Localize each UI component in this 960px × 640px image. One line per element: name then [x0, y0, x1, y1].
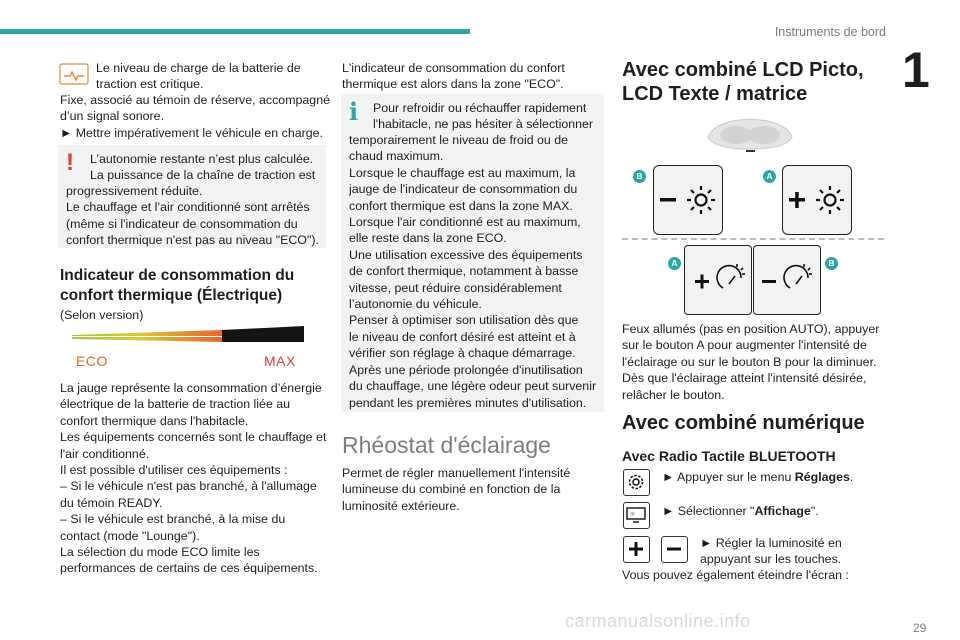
info-line: l’autonomie du véhicule. — [349, 297, 482, 312]
info-line: pendant les premières minutes d'utilisation. — [349, 395, 587, 410]
body-line: Il est possible d'utiliser ces équipements : — [60, 463, 288, 478]
step2-bold: Affichage — [754, 504, 811, 518]
body-line: contact (mode "Lounge"). — [60, 528, 200, 543]
badge-b: B — [825, 257, 838, 270]
header-accent-bar — [0, 29, 470, 34]
page-number: 29 — [913, 621, 927, 635]
battery-text-1: Le niveau de charge de la batterie de — [96, 61, 301, 75]
info-line: Lorsque l'air conditionné est au maximum, — [349, 215, 581, 230]
step3-line: appuyant sur les touches. — [700, 552, 842, 567]
display-icon[interactable] — [623, 502, 650, 529]
col2-line: thermique est alors dans la zone "ECO". — [342, 77, 564, 92]
badge-a: A — [668, 257, 681, 270]
increase-brightness-button[interactable] — [782, 165, 852, 235]
svg-text:☼: ☼ — [630, 511, 636, 518]
warn-line: La puissance de la chaîne de traction est — [90, 168, 316, 183]
body-line: électrique de la batterie de traction liée au — [60, 397, 291, 412]
info-line: Pour refroidir ou réchauffer rapidement — [373, 101, 587, 115]
dashed-divider — [622, 238, 884, 242]
info-line: confort thermique est dans la zone MAX. — [349, 198, 573, 213]
warning-note — [58, 145, 326, 248]
info-line: chaud maximum. — [349, 149, 444, 164]
lcd-line: relâcher le bouton. — [622, 387, 725, 402]
fixed-text-3: ► Mettre impérativement le véhicule en charge. — [60, 125, 323, 140]
info-icon: i — [349, 97, 359, 126]
screen-off-line: Vous pouvez également éteindre l'écran : — [622, 568, 849, 582]
body-line: l'air conditionné. — [60, 446, 150, 461]
info-line: Lorsque le chauffage est au maximum, la — [349, 165, 576, 180]
warn-line: (même si l'indicateur de consommation du — [66, 216, 298, 231]
rheostat-line: Permet de régler manuellement l'intensité — [342, 466, 571, 480]
plus-icon — [789, 192, 805, 208]
step-2 — [662, 503, 819, 519]
plus-icon[interactable] — [623, 536, 650, 563]
info-line: vitesse, peut réduire considérablement — [349, 280, 562, 295]
minus-icon[interactable] — [661, 536, 688, 563]
lcd-title-1: Avec combiné LCD Picto, — [622, 59, 864, 81]
watermark: carmanualsonline.info — [565, 611, 751, 631]
info-line: Une utilisation excessive des équipements — [349, 247, 583, 262]
body-line: La jauge représente la consommation d’énergie — [60, 381, 322, 395]
step-1 — [662, 469, 853, 485]
minus-icon — [762, 280, 776, 283]
warn-line: confort thermique n'est pas au niveau "ECO"). — [66, 233, 319, 248]
info-line: Penser à optimiser son utilisation dès que — [349, 313, 579, 328]
comfort-gauge — [72, 326, 304, 348]
rheostat-line: luminosité extérieure. — [342, 498, 460, 513]
rheostat-title: Rhéostat d'éclairage — [342, 432, 551, 458]
col2-line: L'indicateur de consommation du confort — [342, 61, 565, 75]
step3-line: ► Régler la luminosité en — [700, 536, 842, 550]
chapter-number: 1 — [902, 42, 930, 98]
minus-icon — [660, 198, 676, 202]
info-line: de confort thermique, notamment à basse — [349, 264, 579, 279]
indicator-title-1: Indicateur de consommation du — [60, 267, 295, 284]
lcd-line: l'éclairage ou sur le bouton B pour la diminuer. — [622, 354, 877, 369]
decrease-brightness-button[interactable] — [653, 165, 723, 235]
plus-icon — [695, 275, 709, 289]
step1-bold: Réglages — [794, 470, 850, 484]
body-line: – Si le véhicule est branché, à la mise du — [60, 512, 286, 527]
badge-a: A — [763, 170, 776, 183]
lcd-line: Feux allumés (pas en position AUTO), appuyer — [622, 322, 880, 336]
instrument-panel-illustration — [700, 115, 800, 155]
increase-brightness-button-2[interactable] — [684, 245, 752, 315]
gauge-max-label: MAX — [264, 353, 296, 369]
badge-b: B — [633, 170, 646, 183]
info-line: Après une période prolongée d'inutilisation — [349, 362, 583, 377]
gauge-eco-label: ECO — [76, 353, 108, 369]
indicator-title-2: confort thermique (Électrique) — [60, 287, 283, 304]
step2-prefix: ► Sélectionner " — [662, 504, 755, 518]
body-line: Les équipements concernés sont le chauffage et — [60, 430, 327, 445]
info-line: temporairement le niveau de froid ou de — [349, 133, 569, 147]
warn-line: Le chauffage et l’air conditionné sont arrêtés — [66, 200, 310, 215]
body-line: – Si le véhicule n'est pas branché, à l'allumage — [60, 479, 317, 494]
version-note: (Selon version) — [60, 308, 144, 322]
fixed-text-1: Fixe, associé au témoin de réserve, accompagné — [60, 93, 330, 107]
brightness-icon — [816, 186, 844, 214]
settings-gear-icon[interactable] — [623, 469, 650, 496]
info-line: l'habitacle, ne pas hésiter à sélectionner — [373, 117, 594, 132]
warn-line: L’autonomie restante n’est plus calculée. — [90, 152, 314, 166]
brightness-icon — [687, 186, 715, 214]
section-title: Instruments de bord — [774, 25, 886, 39]
info-line: le niveau de confort désiré est atteint et à — [349, 329, 576, 344]
info-line: du chauffage, une légère odeur peut survenir — [349, 379, 597, 394]
info-note — [341, 94, 604, 412]
decrease-brightness-button-2[interactable] — [753, 245, 821, 315]
dial-icon — [784, 264, 812, 288]
digital-title: Avec combiné numérique — [622, 412, 865, 434]
lcd-line: Dès que l'éclairage atteint l'intensité désirée, — [622, 371, 867, 386]
battery-text-2: traction est critique. — [96, 77, 204, 92]
dial-icon — [717, 264, 745, 288]
warning-icon: ! — [66, 149, 74, 176]
body-line: La sélection du mode ECO limite les — [60, 545, 260, 560]
fixed-text-2: d’un signal sonore. — [60, 109, 165, 124]
lcd-line: sur le bouton A pour augmenter l'intensité de — [622, 338, 867, 353]
body-line: confort thermique dans l'habitacle. — [60, 413, 249, 428]
lcd-title-2: LCD Texte / matrice — [622, 83, 808, 105]
radio-title: Avec Radio Tactile BLUETOOTH — [622, 448, 836, 464]
step2-suffix: ". — [810, 504, 819, 518]
step1-prefix: ► Appuyer sur le menu — [662, 470, 795, 484]
body-line: performances de certains de ces équipements. — [60, 561, 318, 576]
battery-warning-icon — [58, 60, 90, 88]
info-line: elle reste dans la zone ECO. — [349, 231, 507, 246]
body-line: du témoin READY. — [60, 495, 163, 510]
info-line: vérifier son réglage à chaque démarrage. — [349, 346, 576, 361]
rheostat-line: lumineuse du combiné en fonction de la — [342, 482, 561, 497]
warn-line: progressivement réduite. — [66, 184, 203, 198]
info-line: jauge de l'indicateur de consommation du — [349, 182, 578, 197]
step1-suffix: . — [849, 470, 854, 484]
